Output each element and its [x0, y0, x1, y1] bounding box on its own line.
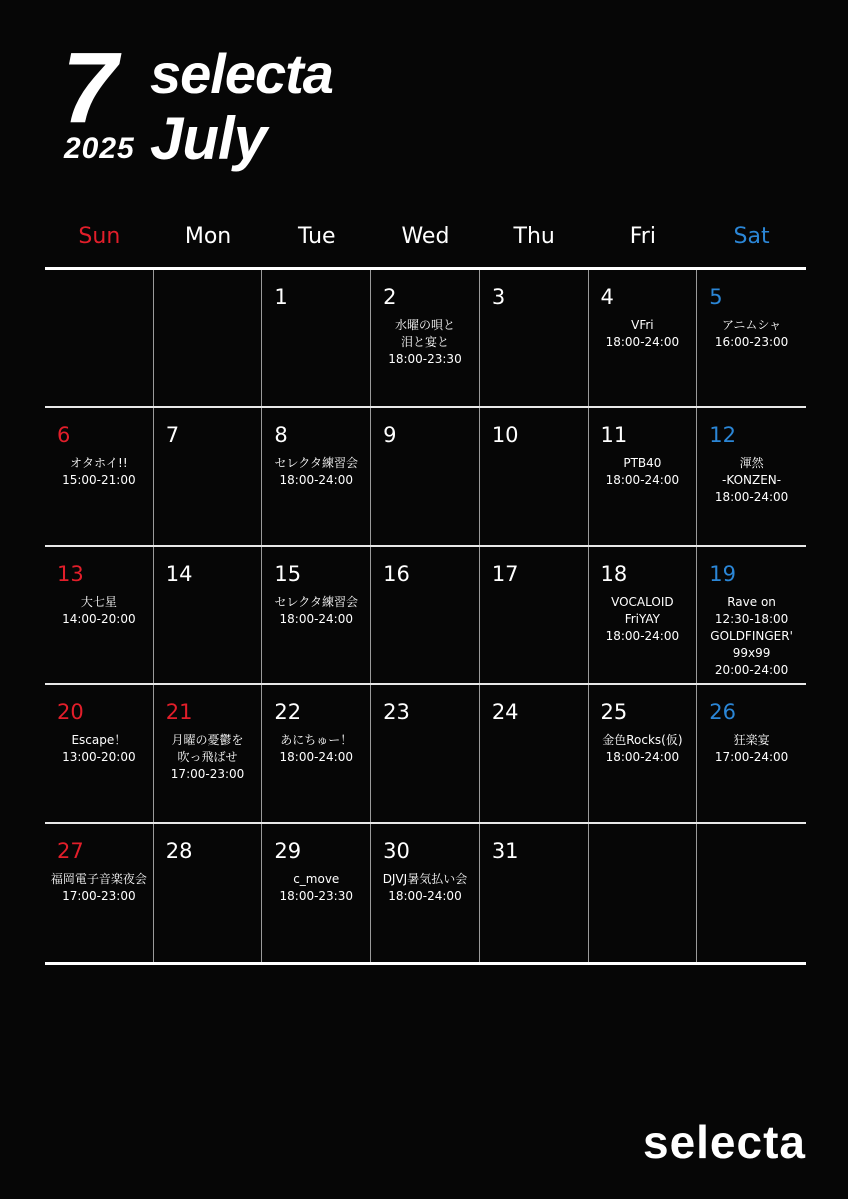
day-number: 21	[165, 700, 193, 725]
day-cell	[589, 270, 698, 406]
day-cell	[480, 408, 589, 544]
event-line: 20:00-24:00	[714, 662, 789, 677]
day-number: 19	[709, 561, 736, 586]
day-number: 10	[491, 423, 519, 448]
event-info	[47, 732, 151, 766]
event-info	[264, 732, 368, 766]
event-line: 18:00-24:00	[279, 473, 353, 488]
event-info	[264, 594, 368, 628]
event-info	[47, 594, 151, 628]
day-number: 30	[383, 838, 410, 863]
footer-logo: selecta	[642, 1116, 806, 1168]
event-line: オタホイ!!	[70, 456, 128, 471]
brand-title: selecta	[150, 42, 333, 105]
week-row	[45, 547, 806, 685]
event-line: c_move	[293, 871, 340, 886]
empty-day-cell	[589, 824, 698, 962]
day-cell	[697, 270, 806, 406]
day-number: 8	[274, 423, 288, 448]
event-line: 16:00-23:00	[714, 335, 789, 349]
event-line: VFri	[631, 318, 654, 332]
day-cell	[697, 547, 806, 683]
day-number: 6	[57, 423, 71, 448]
day-cell	[371, 547, 480, 683]
day-cell	[262, 824, 371, 962]
day-number: 1	[274, 285, 288, 309]
event-line: 99x99	[732, 645, 771, 660]
day-number: 4	[600, 285, 614, 309]
day-number: 5	[709, 285, 723, 309]
day-cell	[480, 547, 589, 683]
day-cell	[371, 270, 480, 406]
event-line: 17:00-23:00	[62, 888, 136, 903]
day-number: 26	[709, 700, 736, 725]
weekday-sun: Sun	[78, 224, 121, 249]
event-line: アニムシャ	[721, 318, 782, 332]
day-number: 18	[600, 561, 628, 586]
day-cell	[45, 824, 154, 962]
weekday-wed: Wed	[401, 224, 450, 249]
event-line: 金色Rocks(仮)	[602, 733, 683, 748]
calendar-grid	[45, 267, 806, 965]
weekday-mon: Mon	[184, 224, 232, 249]
day-number: 7	[165, 423, 180, 448]
empty-day-cell	[697, 824, 806, 962]
event-line: 18:00-24:00	[714, 490, 789, 505]
day-cell	[262, 408, 371, 544]
day-cell	[371, 408, 480, 544]
event-line: 泪と宴と	[400, 335, 449, 349]
day-cell	[589, 685, 698, 821]
day-cell	[262, 547, 371, 683]
event-line: 14:00-20:00	[62, 611, 136, 626]
event-info	[699, 455, 804, 506]
year-label: 2025	[64, 132, 135, 165]
day-number: 16	[383, 561, 410, 586]
weekday-header-row	[45, 218, 806, 256]
week-row	[45, 408, 806, 546]
event-info	[591, 732, 695, 766]
day-cell	[45, 408, 154, 544]
day-number: 20	[57, 700, 84, 725]
event-line: 17:00-24:00	[714, 750, 789, 765]
day-number: 28	[165, 838, 193, 863]
event-line: 狂楽宴	[733, 733, 770, 748]
weekday-thu: Thu	[513, 224, 555, 249]
day-number: 25	[600, 700, 628, 725]
event-info	[591, 317, 695, 351]
weekday-sat: Sat	[733, 224, 770, 249]
day-cell	[480, 685, 589, 821]
day-cell	[262, 685, 371, 821]
day-number: 2	[383, 285, 397, 309]
event-line: 吹っ飛ばせ	[177, 750, 238, 765]
event-info	[699, 732, 804, 766]
event-line: あにちゅー！	[280, 733, 353, 748]
day-cell	[154, 408, 263, 544]
event-line: 渾然	[739, 456, 764, 471]
week-row	[45, 270, 806, 408]
day-cell	[154, 685, 263, 821]
day-number: 17	[491, 561, 519, 586]
event-line: 月曜の憂鬱を	[171, 733, 244, 748]
event-line: GOLDFINGER'	[710, 628, 793, 643]
event-line: 水曜の唄と	[394, 318, 455, 332]
day-number: 11	[600, 423, 628, 448]
day-cell	[697, 685, 806, 821]
event-line: 17:00-23:00	[170, 767, 245, 782]
event-line: 13:00-20:00	[62, 750, 136, 765]
day-cell	[589, 547, 698, 683]
event-line: -KONZEN-	[722, 473, 782, 488]
event-line: VOCALOID	[611, 594, 674, 609]
day-cell	[480, 824, 589, 962]
event-info	[591, 594, 695, 645]
event-line: 18:00-24:00	[388, 888, 462, 903]
day-number: 14	[165, 561, 193, 586]
event-line: 18:00-24:00	[605, 335, 680, 349]
event-line: 18:00-24:00	[605, 473, 680, 488]
day-number: 24	[491, 700, 519, 725]
day-number: 27	[57, 838, 84, 863]
day-cell	[154, 824, 263, 962]
day-cell	[45, 685, 154, 821]
event-line: 12:30-18:00	[714, 611, 789, 626]
empty-day-cell	[45, 270, 154, 406]
day-cell	[589, 408, 698, 544]
event-line: 18:00-23:30	[279, 888, 353, 903]
day-number: 9	[383, 423, 397, 448]
event-info	[699, 317, 804, 351]
week-row	[45, 685, 806, 823]
event-info	[264, 871, 368, 905]
day-cell	[371, 824, 480, 962]
event-info	[47, 871, 151, 905]
event-info	[591, 455, 695, 489]
event-info	[373, 317, 477, 368]
day-number: 23	[383, 700, 410, 725]
event-line: 福岡電子音楽夜会	[50, 871, 147, 886]
day-cell	[480, 270, 589, 406]
event-info	[373, 871, 477, 905]
event-line: FriYAY	[624, 611, 661, 626]
event-info	[264, 455, 368, 489]
event-line: Rave on	[727, 594, 776, 609]
day-number: 15	[274, 561, 302, 586]
day-number: 12	[709, 423, 736, 448]
event-info	[699, 594, 804, 679]
event-line: DJVJ暑気払い会	[382, 871, 468, 886]
day-cell	[262, 270, 371, 406]
event-line: 15:00-21:00	[62, 473, 136, 488]
day-cell	[45, 547, 154, 683]
event-line: Escape！	[71, 733, 127, 748]
day-number: 29	[274, 838, 302, 863]
empty-day-cell	[154, 270, 263, 406]
day-number: 13	[57, 561, 84, 586]
calendar-header	[0, 0, 848, 200]
month-number: 7	[62, 32, 116, 144]
event-line: 18:00-24:00	[605, 628, 680, 643]
day-number: 22	[274, 700, 302, 725]
event-info	[47, 455, 151, 489]
event-line: 18:00-23:30	[388, 352, 462, 366]
event-line: 大七星	[80, 594, 117, 609]
event-line: PTB40	[623, 456, 662, 471]
day-cell	[154, 547, 263, 683]
day-number: 3	[491, 285, 506, 309]
event-line: 18:00-24:00	[279, 750, 353, 765]
event-line: 18:00-24:00	[279, 611, 353, 626]
day-cell	[371, 685, 480, 821]
event-line: セレクタ練習会	[274, 594, 359, 609]
weekday-fri: Fri	[629, 224, 656, 249]
event-info	[156, 732, 260, 783]
event-line: 18:00-24:00	[605, 750, 680, 765]
weekday-tue: Tue	[297, 224, 336, 249]
month-name: July	[150, 105, 267, 172]
day-cell	[697, 408, 806, 544]
event-line: セレクタ練習会	[274, 456, 359, 471]
week-row	[45, 824, 806, 962]
day-number: 31	[491, 838, 519, 863]
